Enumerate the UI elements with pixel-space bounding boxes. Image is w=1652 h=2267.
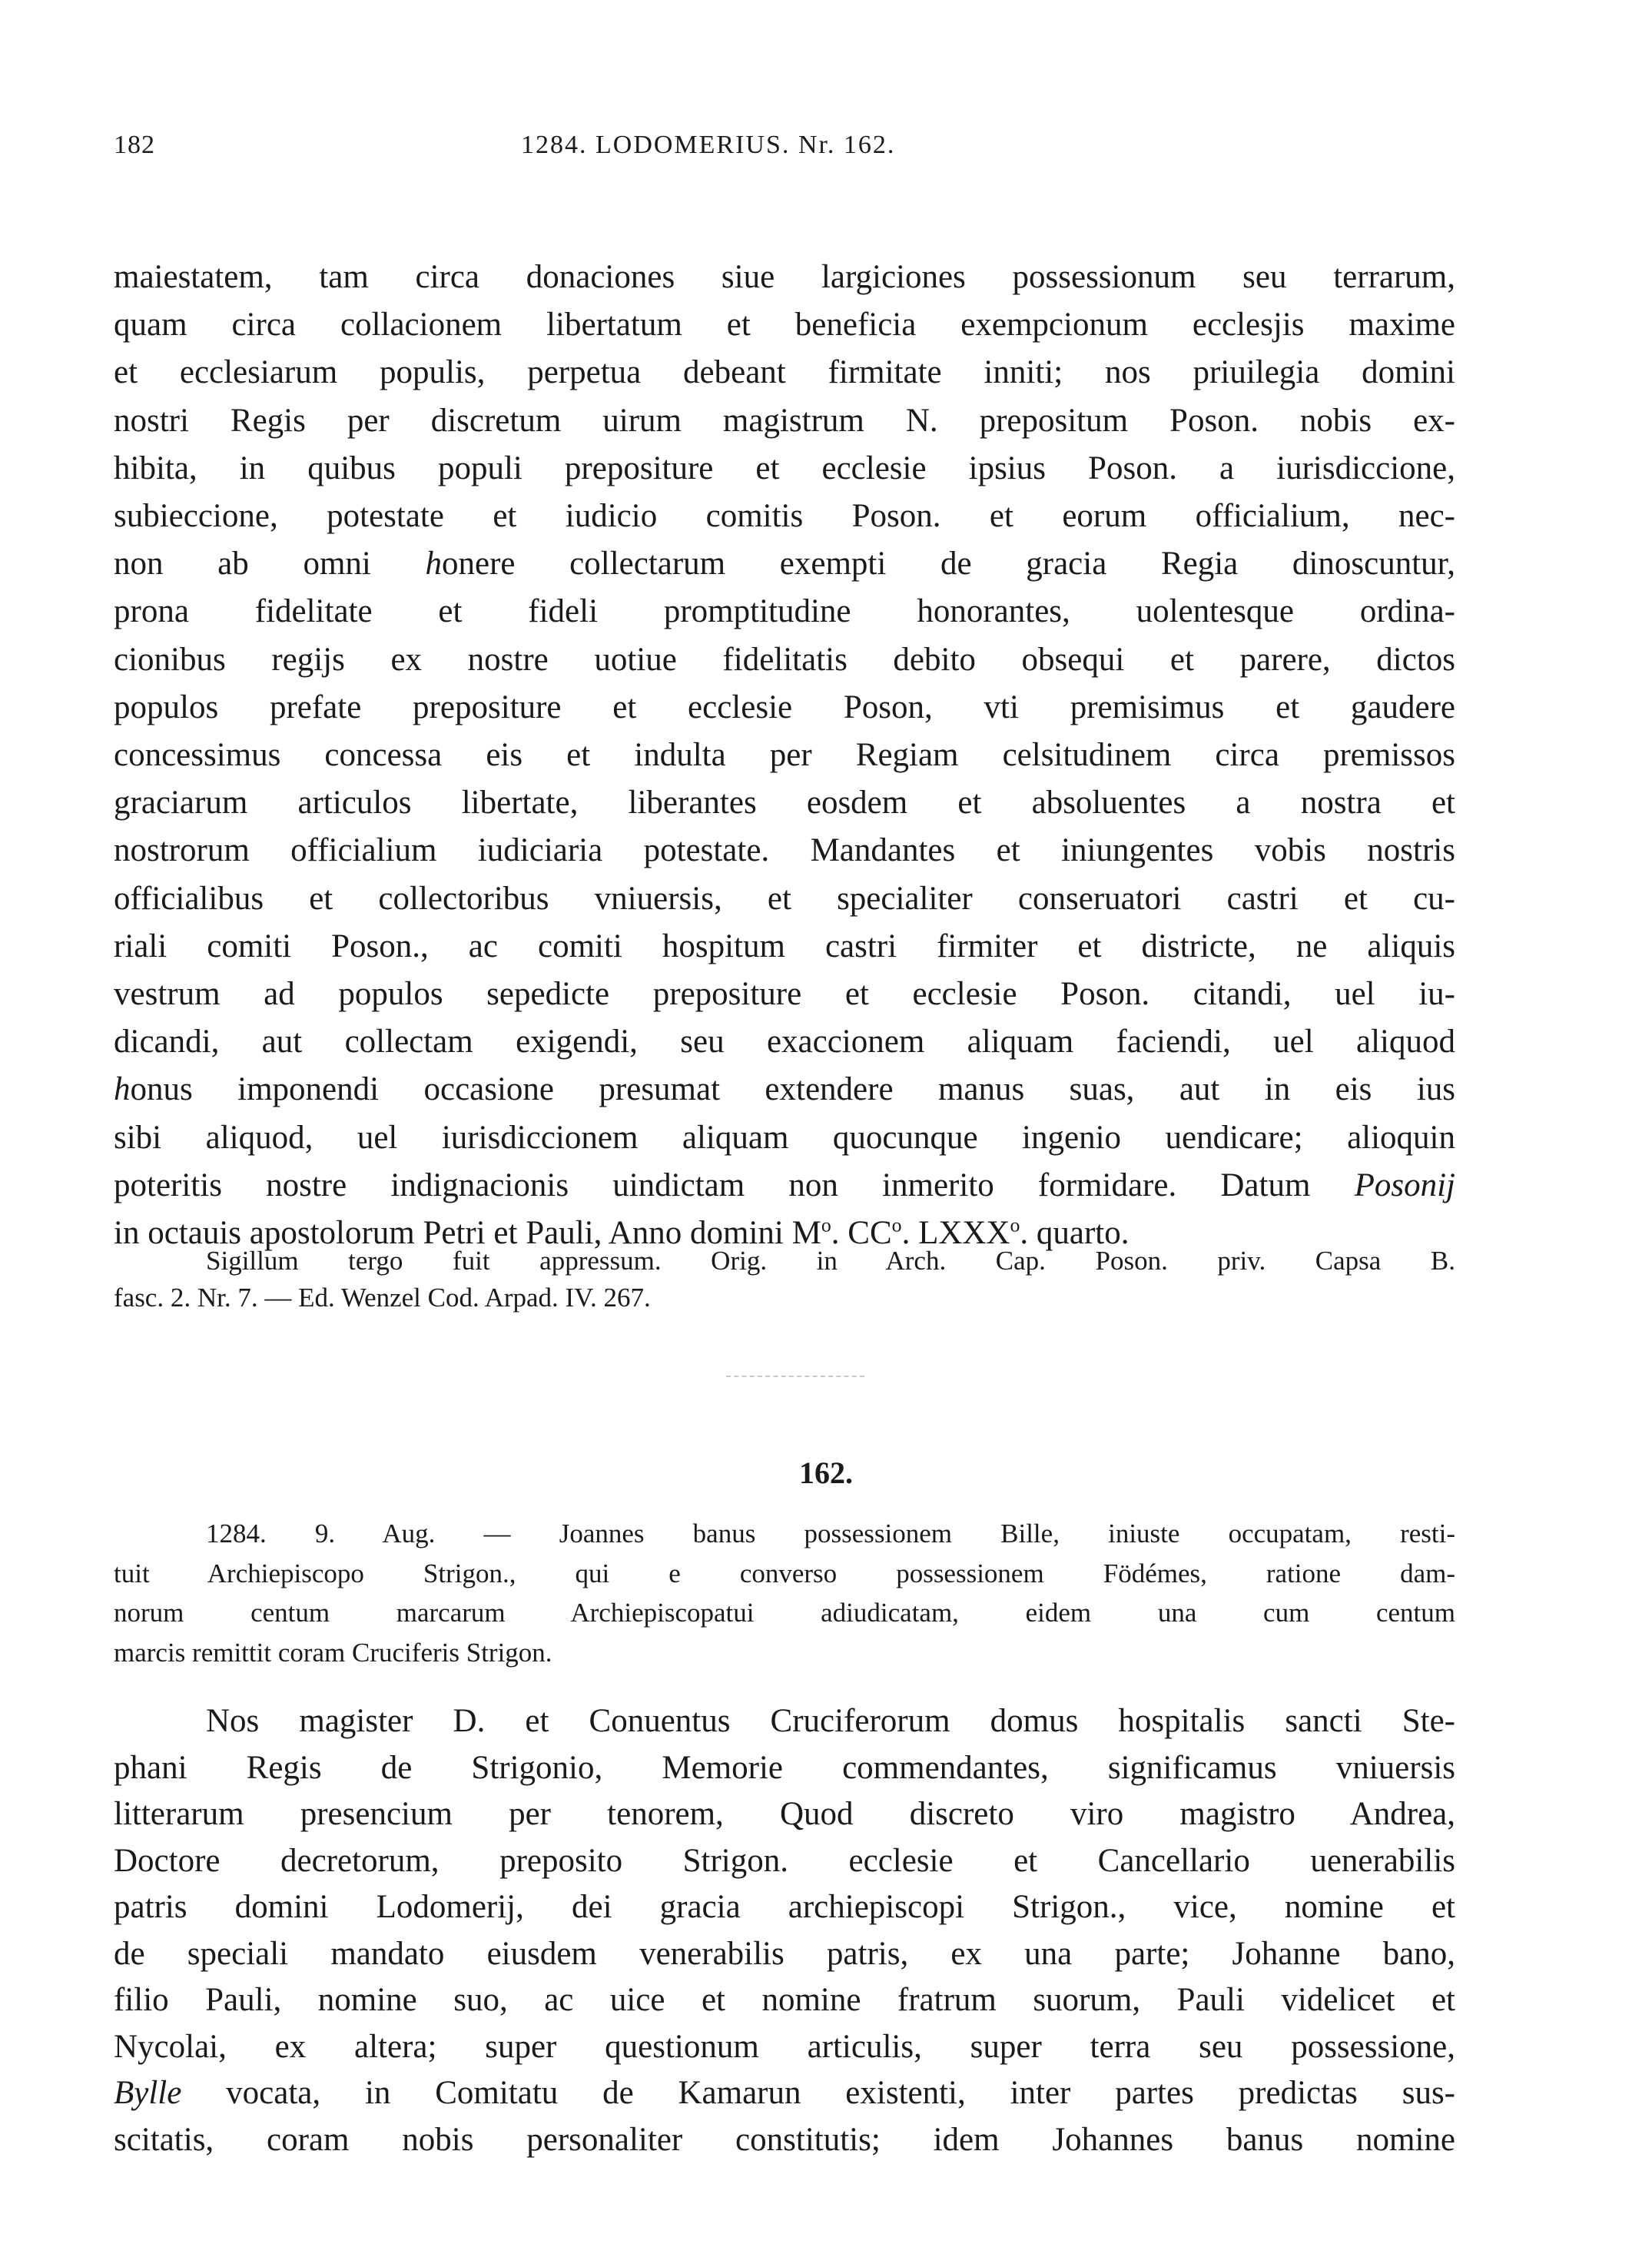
text-line: [114, 1066, 1455, 1114]
text-line: [114, 2070, 1455, 2117]
text-segment: officialibus et collectoribus vniuersis, et specialiter conseruatori castri et cu-: [114, 880, 1455, 917]
text-segment: concessimus concessa eis et indulta per Regiam celsitudinem circa premissos: [114, 737, 1455, 774]
text-line: [114, 254, 1455, 301]
text-segment: riali comiti Poson., ac comiti hospitum castri firmiter et districte, ne aliquis: [114, 928, 1455, 964]
text-line: norum centum marcarum Archiepiscopatui adiudicatam, eidem una cum centum: [114, 1598, 1455, 1628]
text-segment: vestrum ad populos sepedicte prepositure et ecclesie Poson. citandi, uel iu-: [114, 976, 1455, 1013]
text-segment: subieccione, potestate et iudicio comitis Poson. et eorum officialium, nec-: [114, 498, 1455, 535]
text-line: [114, 349, 1455, 397]
text-segment: Nycolai, ex altera; super questionum articulis, super terra seu possessione,: [114, 2028, 1455, 2065]
text-segment: phani Regis de Strigonio, Memorie commendantes, significamus vniuersis: [114, 1749, 1455, 1786]
text-line: [114, 971, 1455, 1018]
text-line: tuit Archiepiscopo Strigon., qui e converso possessionem Födémes, ratione dam-: [114, 1558, 1455, 1588]
text-segment: hibita, in quibus populi prepositure et ecclesie ipsius Poson. a iurisdiccione,: [114, 450, 1455, 486]
text-segment: cionibus regijs ex nostre uotiue fidelitatis debito obsequi et parere, dictos: [114, 641, 1455, 678]
text-segment: . CC: [831, 1215, 892, 1252]
page-header: [114, 131, 1455, 169]
text-line: [114, 445, 1455, 493]
superscript: o: [821, 1213, 831, 1236]
text-segment: litterarum presencium per tenorem, Quod discreto viro magistro Andrea,: [114, 1796, 1455, 1832]
superscript: o: [1010, 1213, 1020, 1236]
text-segment: patris domini Lodomerij, dei gracia archiepiscopi Strigon., vice, nomine et: [114, 1889, 1455, 1925]
italic-text: Bylle: [114, 2075, 182, 2111]
text-segment: . LXXX: [901, 1215, 1010, 1252]
text-line: fasc. 2. Nr. 7. — Ed. Wenzel Cod. Arpad. IV. 267.: [114, 1283, 651, 1313]
source-note: [114, 1243, 1455, 1316]
text-line: [114, 732, 1455, 779]
text-line: [114, 2024, 1455, 2071]
text-line: [114, 1977, 1455, 2024]
text-line: [114, 588, 1455, 636]
text-line: [114, 875, 1455, 923]
charter-text: [114, 1698, 1455, 2163]
text-segment: populos prefate prepositure et ecclesie Poson, vti premisimus et gaudere: [114, 689, 1455, 725]
text-line: [114, 1838, 1455, 1885]
text-segment: . quarto.: [1020, 1215, 1130, 1252]
text-segment: vocata, in Comitatu de Kamarun existenti, inter partes predictas sus-: [181, 2075, 1455, 2111]
superscript: o: [891, 1213, 902, 1236]
text-line: [114, 301, 1455, 349]
text-line: [114, 684, 1455, 732]
section-separator: [726, 1376, 864, 1377]
text-segment: Doctore decretorum, preposito Strigon. ecclesie et Cancellario uenerabilis: [114, 1842, 1455, 1879]
text-line: [114, 1931, 1455, 1978]
text-line: [114, 1884, 1455, 1931]
regest-summary: [114, 1514, 1455, 1672]
italic-text: h: [114, 1071, 131, 1108]
text-segment: prona fidelitate et fideli promptitudine honorantes, uolentesque ordina-: [114, 593, 1455, 630]
text-segment: nostrorum officialium iudiciaria potestate. Mandantes et iniungentes vobis nostris: [114, 832, 1455, 869]
text-line: [114, 1745, 1455, 1792]
text-line: [114, 779, 1455, 827]
text-line: [114, 1698, 1455, 1745]
text-line: marcis remittit coram Cruciferis Strigon.: [114, 1637, 552, 1668]
text-segment: sibi aliquod, uel iurisdiccionem aliquam quocunque ingenio uendicare; alioquin: [114, 1119, 1455, 1156]
italic-text: h: [425, 546, 443, 583]
text-line: Sigillum tergo fuit appressum. Orig. in Arch. Cap. Poson. priv. Capsa B.: [206, 1246, 1455, 1276]
text-segment: nostri Regis per discretum uirum magistrum N. prepositum Poson. nobis ex-: [114, 402, 1455, 439]
text-segment: maiestatem, tam circa donaciones siue largiciones possessionum seu terrarum,: [114, 259, 1455, 295]
text-line: [114, 397, 1455, 445]
text-segment: graciarum articulos libertate, liberantes eosdem et absoluentes a nostra et: [114, 785, 1455, 821]
text-segment: poteritis nostre indignacionis uindictam non inmerito formidare. Datum: [114, 1167, 1355, 1203]
text-segment: scitatis, coram nobis personaliter constitutis; idem Johannes banus nomine: [114, 2121, 1455, 2158]
running-title: 1284. LODOMERIUS. Nr. 162.: [521, 131, 896, 159]
italic-text: Posonij: [1354, 1167, 1455, 1203]
text-segment: in octauis apostolorum Petri et Pauli, Anno domini M: [114, 1215, 821, 1252]
text-segment: et ecclesiarum populis, perpetua debeant firmitate inniti; nos priuilegia domini: [114, 354, 1455, 391]
text-line: [114, 493, 1455, 540]
document-number: 162.: [799, 1455, 853, 1490]
text-segment: filio Pauli, nomine suo, ac uice et nomine fratrum suorum, Pauli videlicet et: [114, 1982, 1455, 2018]
text-segment: onus imponendi occasione presumat extendere manus suas, aut in eis ius: [130, 1071, 1455, 1108]
text-line: 1284. 9. Aug. — Joannes banus possessionem Bille, iniuste occupatam, resti-: [206, 1519, 1455, 1548]
text-line: [114, 827, 1455, 875]
text-line: [114, 923, 1455, 971]
text-line: [114, 1791, 1455, 1838]
text-segment: Nos magister D. et Conuentus Cruciferorum domus hospitalis sancti Ste-: [206, 1703, 1455, 1739]
text-segment: dicandi, aut collectam exigendi, seu exaccionem aliquam faciendi, uel aliquod: [114, 1024, 1455, 1060]
text-segment: non ab omni: [114, 546, 426, 583]
text-segment: quam circa collacionem libertatum et beneficia exempcionum ecclesjis maxime: [114, 307, 1455, 344]
text-line: [114, 636, 1455, 684]
text-segment: de speciali mandato eiusdem venerabilis patris, ex una parte; Johanne bano,: [114, 1935, 1455, 1972]
text-segment: onere collectarum exempti de gracia Regia dinoscuntur,: [442, 546, 1455, 583]
page-number: 182: [114, 131, 155, 159]
charter-text-continued: [114, 254, 1455, 1257]
text-line: [114, 540, 1455, 588]
text-line: [114, 1018, 1455, 1066]
text-line: [114, 1162, 1455, 1210]
text-line: [114, 2117, 1455, 2164]
text-line: [114, 1114, 1455, 1162]
